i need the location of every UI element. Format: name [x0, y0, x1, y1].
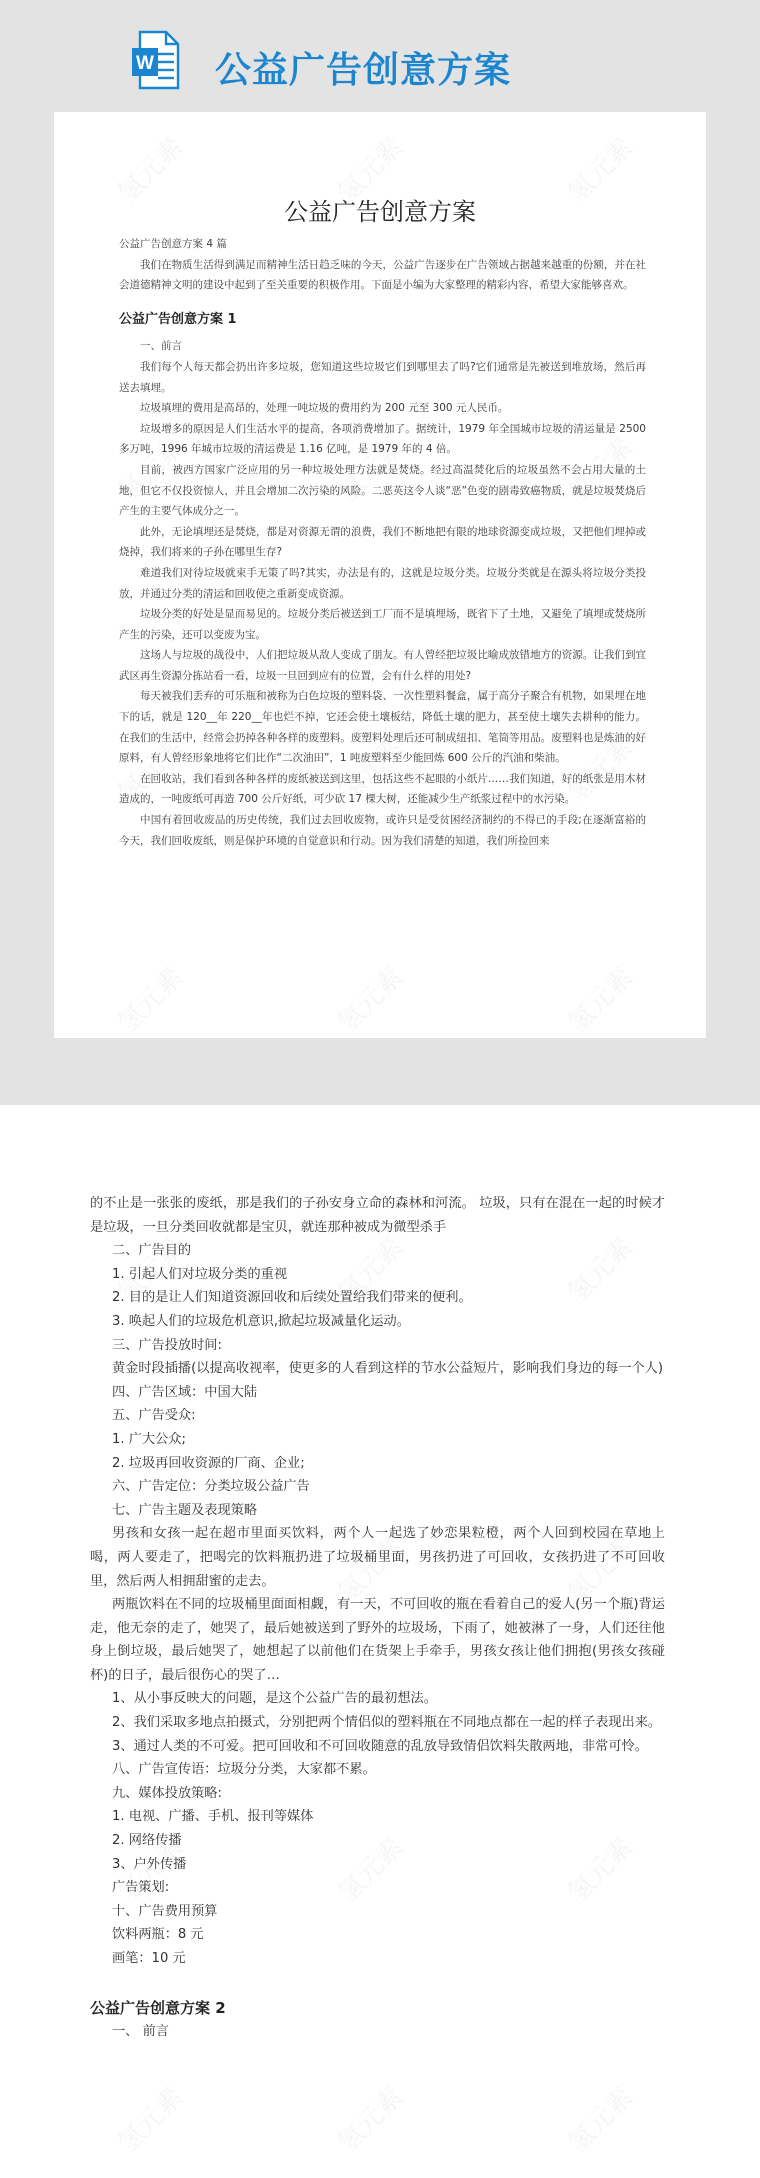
paragraph: 十、广告费用预算	[112, 1903, 218, 1919]
paragraph: 在回收站，我们看到各种各样的废纸被送到这里，包括这些不起眼的小纸片……我们知道，好的纸张是用木材造成的，一吨废纸可再造 700 公斤好纸，可少砍 17 棵大树，还能减少生产纸浆过程中的水污染。	[119, 772, 646, 806]
page2-body	[90, 1192, 665, 2044]
paragraph: 广告策划:	[112, 1880, 170, 1896]
paragraph: 每天被我们丢弃的可乐瓶和被称为白色垃圾的塑料袋、一次性塑料餐盒，属于高分子聚合有机物，如果埋在地下的话，就是 120__年 220__年也烂不掉，它还会使土壤板结，降低土壤的肥力，甚至使土壤失去耕种的能力。在我们的生活中，经常会扔掉各种各样的废塑料。废塑料处理后还可制成纽扣、笔筒等用品。废塑料也是炼油的好原料，有人曾经形象地将它们比作“二次油田”，1 吨废塑料至少能回炼 600 公斤的汽油和柴油。	[119, 690, 646, 765]
paragraph: 两瓶饮料在不同的垃圾桶里面面相觑，有一天，不可回收的瓶在看着自己的爱人(另一个瓶)背运走，他无奈的走了，她哭了，最后她被送到了野外的垃圾场，下雨了，她被淋了一身，人们还往他身上倒垃圾，最后她哭了，她想起了以前他们在货架上手牵手，男孩女孩让他们拥抱(男孩女孩碰杯)的日子，最后很伤心的哭了…	[90, 1597, 665, 1683]
paragraph: 2. 垃圾再回收资源的厂商、企业;	[112, 1455, 305, 1471]
paragraph: 1. 电视、广播、手机、报刊等媒体	[112, 1809, 314, 1825]
paragraph: 九、媒体投放策略:	[112, 1785, 222, 1801]
paragraph: 六、广告定位：分类垃圾公益广告	[112, 1479, 310, 1495]
paragraph: 中国有着回收废品的历史传统，我们过去回收废物，或许只是受贫困经济制约的不得已的手段;在逐渐富裕的今天，我们回收废纸，则是保护环境的自觉意识和行动。因为我们清楚的知道，我们所捡回来	[119, 814, 646, 847]
paragraph: 垃圾分类的好处是显而易见的。垃圾分类后被送到工厂而不是填埋场，既省下了土地，又避免了填埋或焚烧所产生的污染，还可以变废为宝。	[119, 608, 646, 641]
paragraph: 2. 目的是让人们知道资源回收和后续处置给我们带来的便利。	[112, 1290, 472, 1306]
svg-text:W: W	[136, 53, 154, 74]
paragraph: 3. 唤起人们的垃圾危机意识,掀起垃圾减量化运动。	[112, 1313, 410, 1329]
paragraph: 黄金时段插播(以提高收视率，使更多的人看到这样的节水公益短片，影响我们身边的每一个人)	[112, 1361, 663, 1377]
paragraph: 五、广告受众:	[112, 1408, 196, 1424]
paragraph: 饮料两瓶：8 元	[112, 1927, 204, 1943]
paragraph: 我们每个人每天都会扔出许多垃圾，您知道这些垃圾它们到哪里去了吗?它们通常是先被送到堆放场，然后再送去填埋。	[119, 360, 646, 394]
paragraph: 一、前言	[140, 340, 182, 353]
paragraph: 四、广告区域：中国大陆	[112, 1384, 258, 1400]
paragraph: 一、 前言	[112, 2024, 169, 2040]
paragraph: 1、从小事反映大的问题，是这个公益广告的最初想法。	[112, 1691, 437, 1707]
header-banner	[0, 0, 760, 110]
document-title: 公益广告创意方案	[284, 198, 476, 226]
paragraph: 1. 广大公众;	[112, 1431, 186, 1447]
word-document-icon	[132, 30, 182, 90]
paragraph: 这场人与垃圾的战役中，人们把垃圾从敌人变成了朋友。有人曾经把垃圾比喻成放错地方的资源。让我们到宜武区再生资源分拣站看一看，垃圾一旦回到应有的位置，会有什么样的用处?	[119, 649, 646, 682]
paragraph: 画笔：10 元	[112, 1951, 186, 1966]
paragraph: 垃圾增多的原因是人们生活水平的提高，各项消费增加了。据统计，1979 年全国城市垃圾的清运量是 2500 多万吨，1996 年城市垃圾的清运费是 1.16 亿吨，是 1979 年的 4 倍。	[119, 422, 646, 456]
paragraph: 三、广告投放时间:	[112, 1337, 222, 1353]
paragraph: 目前，被西方国家广泛应用的另一种垃圾处理方法就是焚烧。经过高温焚化后的垃圾虽然不会占用大量的土地，但它不仅投资惊人，并且会增加二次污染的风险。二恶英这令人谈“恶”色变的剧毒致癌物质，就是垃圾焚烧后产生的主要气体成分之一。	[119, 463, 646, 518]
paragraph: 男孩和女孩一起在超市里面买饮料，两个人一起选了妙恋果粒橙，两个人回到校园在草地上喝，两人要走了，把喝完的饮料瓶扔进了垃圾桶里面，男孩扔进了可回收，女孩扔进了不可回收里，然后两人相拥甜蜜的走去。	[90, 1526, 665, 1589]
paragraph: 3、户外传播	[112, 1856, 187, 1872]
document-page-1	[54, 112, 706, 1038]
paragraph: 垃圾填埋的费用是高昂的，处理一吨垃圾的费用约为 200 元至 300 元人民币。	[140, 402, 509, 415]
page1-body	[119, 234, 646, 851]
section-heading: 公益广告创意方案 1	[119, 311, 237, 327]
paragraph: 七、广告主题及表现策略	[112, 1502, 258, 1518]
paragraph: 此外，无论填埋还是焚烧，都是对资源无谓的浪费，我们不断地把有限的地球资源变成垃圾，又把他们埋掉或烧掉，我们将来的子孙在哪里生存?	[119, 525, 646, 559]
paragraph: 2、我们采取多地点拍摄式，分别把两个情侣似的塑料瓶在不同地点都在一起的样子表现出来。	[112, 1715, 662, 1731]
paragraph: 我们在物质生活得到满足而精神生活日趋乏味的今天，公益广告逐步在广告领域占据越来越重的份额，并在社会道德精神文明的建设中起到了至关重要的积极作用。下面是小编为大家整理的精彩内容，希望大家能够喜欢。	[119, 258, 646, 292]
banner-title: 公益广告创意方案	[215, 50, 512, 91]
paragraph: 的不止是一张张的废纸，那是我们的子孙安身立命的森林和河流。 垃圾，只有在混在一起的时候才是垃圾，一旦分类回收就都是宝贝，就连那种被成为微型杀手	[90, 1196, 665, 1235]
section-heading: 公益广告创意方案 2	[90, 1998, 226, 2017]
paragraph: 3、通过人类的不可爱。把可回收和不可回收随意的乱放导致情侣饮料失散两地，非常可怜。	[112, 1738, 648, 1754]
paragraph: 2. 网络传播	[112, 1833, 182, 1849]
paragraph: 难道我们对待垃圾就束手无策了吗?其实，办法是有的，这就是垃圾分类。垃圾分类就是在源头将垃圾分类投放，并通过分类的清运和回收使之重新变成资源。	[119, 566, 646, 600]
paragraph: 公益广告创意方案 4 篇	[119, 238, 227, 250]
paragraph: 1. 引起人们对垃圾分类的重视	[112, 1266, 288, 1282]
paragraph: 二、广告目的	[112, 1243, 192, 1259]
paragraph: 八、广告宣传语：垃圾分分类，大家都不累。	[112, 1762, 376, 1778]
